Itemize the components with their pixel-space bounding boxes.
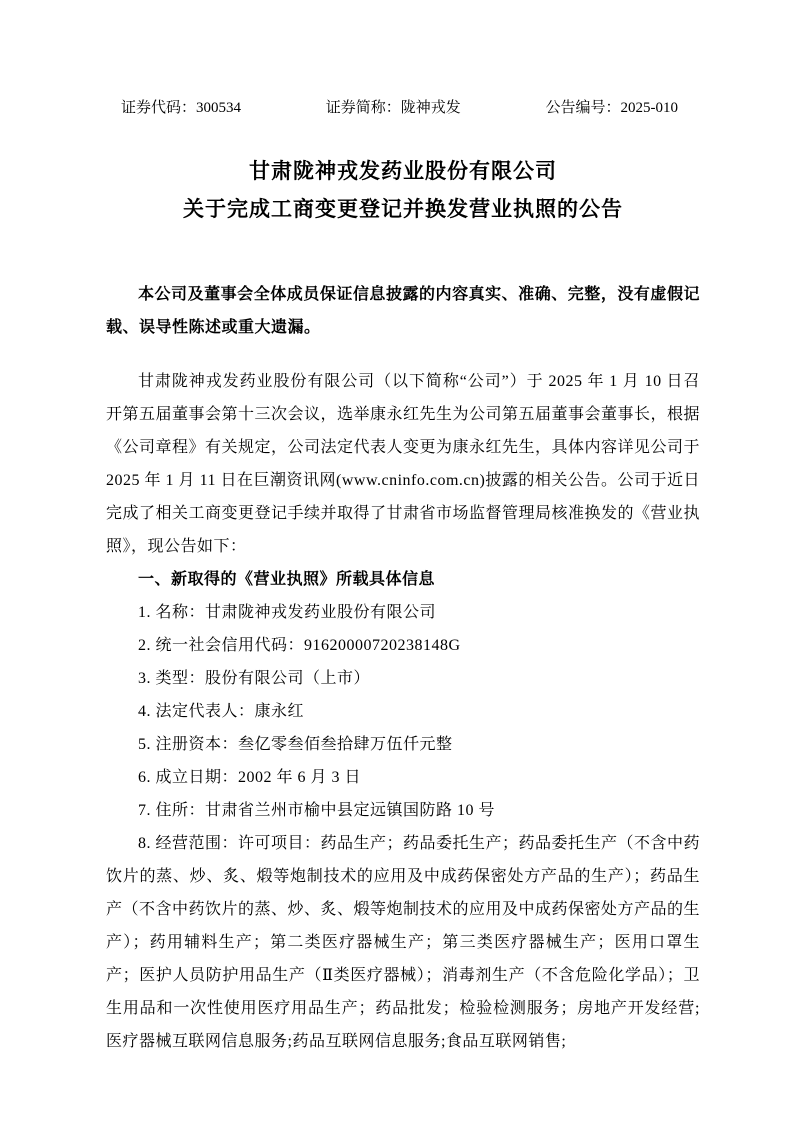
announcement-title: 关于完成工商变更登记并换发营业执照的公告 — [183, 197, 623, 221]
document-header — [106, 92, 700, 125]
announcement-number: 公告编号：2025-010 — [545, 100, 678, 116]
license-item-legal-representative: 4. 法定代表人：康永红 — [138, 703, 305, 720]
section-heading-license-info: 一、新取得的《营业执照》所载具体信息 — [138, 571, 436, 588]
license-item-registered-capital: 5. 注册资本：叁亿零叁佰叁拾肆万伍仟元整 — [138, 736, 453, 753]
disclaimer-paragraph: 本公司及董事会全体成员保证信息披露的内容真实、准确、完整，没有虚假记载、误导性陈述或重大遗漏。 — [106, 286, 700, 336]
company-name-title: 甘肃陇神戎发药业股份有限公司 — [249, 159, 557, 183]
license-item-company-type: 3. 类型：股份有限公司（上市） — [138, 670, 371, 687]
license-item-credit-code: 2. 统一社会信用代码：91620000720238148G — [138, 637, 461, 654]
license-item-address: 7. 住所：甘肃省兰州市榆中县定远镇国防路 10 号 — [138, 802, 496, 819]
intro-paragraph: 甘肃陇神戎发药业股份有限公司（以下简称“公司”）于 2025 年 1 月 10 日召开第五届董事会第十三次会议，选举康永红先生为公司第五届董事会董事长，根据《公司章程》有关规定，公司法定代表人变更为康永红先生，具体内容详见公司于 2025 年 1 月 11 日在巨潮资讯网(www.cninfo.com.cn)披露的相关公告。公司于近日完成了相关工商变更登记手续并取得了甘肃省市场监督管理局核准换发的《营业执照》，现公告如下： — [106, 373, 701, 555]
license-info-list — [106, 596, 700, 1058]
stock-short-name: 证券简称：陇神戎发 — [325, 100, 461, 116]
license-item-business-scope: 8. 经营范围：许可项目：药品生产；药品委托生产；药品委托生产（不含中药饮片的蒸、炒、炙、煅等炮制技术的应用及中成药保密处方产品的生产）；药品生产（不含中药饮片的蒸、炒、炙、煅等炮制技术的应用及中成药保密处方产品的生产）；药用辅料生产；第二类医疗器械生产；第三类医疗器械生产；医用口罩生产；医护人员防护用品生产（Ⅱ类医疗器械）；消毒剂生产（不含危险化学品）；卫生用品和一次性使用医疗用品生产；药品批发；检验检测服务；房地产开发经营;医疗器械互联网信息服务;药品互联网信息服务;食品互联网销售; — [106, 835, 701, 1050]
license-item-name: 1. 名称：甘肃陇神戎发药业股份有限公司 — [138, 604, 437, 621]
stock-code: 证券代码：300534 — [121, 100, 242, 116]
license-item-establish-date: 6. 成立日期：2002 年 6 月 3 日 — [138, 769, 362, 786]
